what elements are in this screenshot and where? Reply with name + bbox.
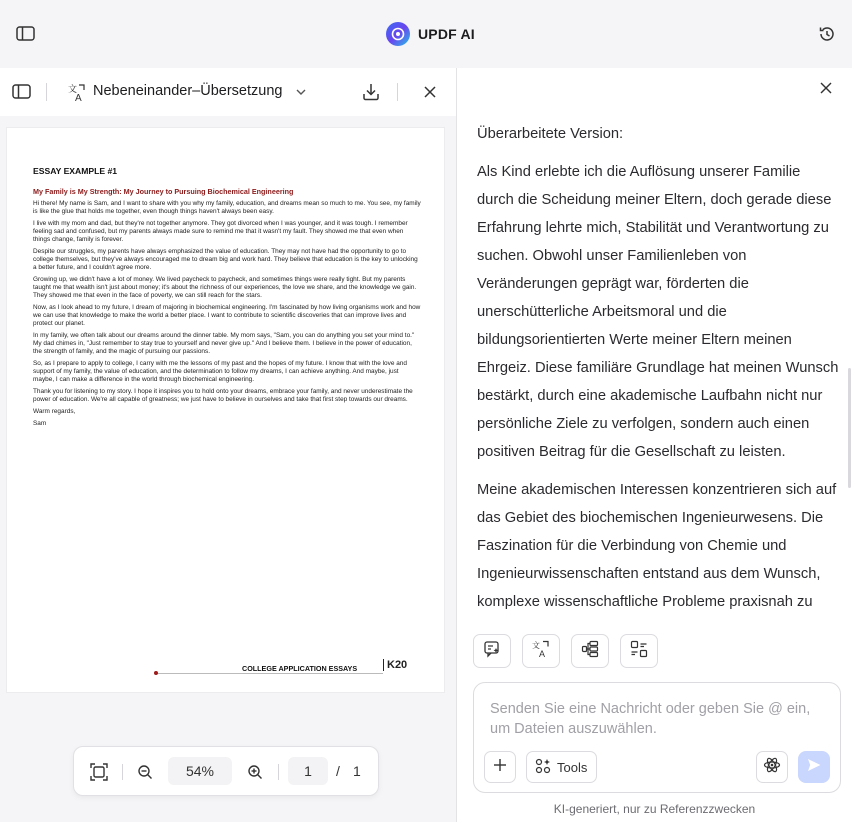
footer-dot (154, 671, 158, 675)
ai-chat-pane (457, 68, 852, 822)
translate-icon (532, 640, 550, 663)
chat-paragraph: Meine akademischen Interessen konzentrieren sich auf das Gebiet des biochemischen Ingenieurwesens. Die Faszination für die Verbindung von Chemie und Ingenieurwissenschaften entstand aus dem Wunsch, komplexe wissenschaftliche Probleme praxisnah zu (477, 482, 837, 610)
send-icon (806, 757, 822, 778)
essay-footer (155, 660, 413, 678)
toolbar-divider (46, 83, 47, 101)
summary-button[interactable] (620, 634, 658, 668)
zoom-out-icon[interactable] (137, 764, 153, 780)
essay-paragraph: In my family, we often talk about our dreams around the dinner table. My mom says, "Sam, you can do anything you set your mind to." My dad chimes in, "Just remember to stay true to yourself and never give up." And I believe them. I believe in the power of education, the strength of family, and the magic of pursuing our passions. (33, 332, 415, 355)
chat-actions (473, 634, 658, 668)
zoom-divider (122, 764, 123, 780)
essay-closing: Warm regards, (33, 408, 76, 415)
send-button[interactable] (798, 751, 830, 783)
translate-button[interactable] (522, 634, 560, 668)
document-pane (0, 68, 456, 822)
essay-subheading: My Family is My Strength: My Journey to Pursuing Biochemical Engineering (33, 187, 294, 196)
svg-text:A: A (75, 93, 82, 103)
history-icon[interactable] (818, 25, 836, 43)
chevron-down-icon[interactable] (295, 87, 307, 97)
essay-paragraph: Despite our struggles, my parents have always emphasized the value of education. They may not have had the opportunity to go to college themselves, but they've always encouraged me to dream big and work hard. They believe that education is the key to unlocking a better future, and I couldn't agree more. (33, 248, 418, 271)
pdf-page (7, 128, 444, 692)
add-attachment-button[interactable] (484, 751, 516, 783)
zoom-in-icon[interactable] (247, 764, 263, 780)
brand (386, 22, 475, 46)
page-separator: / (336, 763, 340, 779)
essay-paragraph: Now, as I look ahead to my future, I dream of majoring in biochemical engineering. I'm fascinated by how living organisms work and how we can use that knowledge to make the world a better place. I want to contribute to scientific discoveries that can improve lives and protect our planet. (33, 304, 421, 327)
total-pages: 1 (353, 763, 361, 779)
essay-paragraph: Hi there! My name is Sam, and I want to share with you why my family, education, and dreams mean so much to me. You see, my family is like the glue that holds me together, even though things haven't always been easy. (33, 200, 421, 215)
essay-paragraph: Growing up, we didn't have a lot of money. We lived paycheck to paycheck, and sometimes things were really tight. But my parents taught me that wealth isn't just about money; it's about the richness of our experiences, the love we share, and the knowledge we gain. They showed me that even in the face of poverty, we can still reach for the stars. (33, 276, 417, 299)
tools-label: Tools (557, 759, 588, 775)
atom-icon (763, 756, 781, 779)
ai-disclaimer: KI-generiert, nur zu Referenzzwecken (553, 802, 756, 816)
plus-icon (493, 758, 507, 777)
essay-heading: ESSAY EXAMPLE #1 (33, 166, 118, 176)
scrollbar-thumb[interactable] (848, 368, 851, 488)
svg-text:文: 文 (68, 84, 78, 94)
close-icon[interactable] (819, 81, 833, 95)
translation-mode-label[interactable]: Nebeneinander–Übersetzung (93, 83, 283, 99)
app-title: UPDF AI (418, 26, 475, 42)
download-icon[interactable] (362, 82, 380, 102)
summary-icon (630, 640, 648, 663)
zoom-divider (278, 764, 279, 780)
svg-text:A: A (539, 648, 546, 658)
message-input[interactable] (490, 699, 820, 743)
translate-icon (67, 83, 87, 103)
model-select-button[interactable] (756, 751, 788, 783)
chat-paragraph: Als Kind erlebte ich die Auflösung unserer Familie durch die Scheidung meiner Eltern, doch gerade diese Erfahrung lehrte mich, Stabilität und Verantwortung zu suchen. Obwohl unser Familienleben von Veränderungen geprägt war, förderten die unerschütterliche Arbeitsmoral und die bildungsorientierten Werte meiner Eltern meinen Ehrgeiz. Diese familiäre Grundlage hat meinen Wunsch bestärkt, durch eine akademische Laufbahn nicht nur persönliche Ziele zu verfolgen, sondern auch einen positiven Beitrag für die Gesellschaft zu leisten. (477, 164, 839, 460)
essay-paragraph: I live with my mom and dad, but they're not together anymore. They got divorced when I was younger, and it was tough. I remember feeling sad and confused, but my parents always made sure to remind me that it wasn't my fault. They showed me that even when things change, family is forever. (33, 220, 408, 243)
zoom-toolbar (73, 746, 379, 796)
tools-button[interactable] (526, 751, 597, 783)
footer-text: COLLEGE APPLICATION ESSAYS (242, 664, 358, 673)
page-number-input[interactable]: 1 (288, 757, 328, 785)
message-composer (473, 682, 841, 793)
zoom-level[interactable]: 54% (168, 757, 232, 785)
svg-text:文: 文 (532, 640, 540, 650)
fit-page-icon[interactable] (90, 763, 108, 781)
mindmap-button[interactable] (571, 634, 609, 668)
document-toolbar (0, 68, 456, 116)
footer-logo: K20 (383, 659, 407, 671)
toolbar-divider (397, 83, 398, 101)
sidebar-toggle-icon[interactable] (16, 25, 36, 43)
essay-paragraph: So, as I prepare to apply to college, I carry with me the lessons of my past and the hopes of my future. I know that with the love and support of my family, the value of education, and the determination to follow my dreams, I can achieve anything. And maybe, just maybe, I can make a difference in the world through biochemical engineering. (33, 360, 407, 383)
essay-content (33, 166, 421, 432)
ai-chat-icon (483, 640, 501, 663)
updf-ai-logo-icon (386, 22, 410, 46)
panel-icon[interactable] (12, 83, 32, 101)
ai-chat-button[interactable] (473, 634, 511, 668)
title-bar (0, 0, 852, 68)
essay-paragraph: Thank you for listening to my story. I hope it inspires you to hold onto your dreams, embrace your family, and never underestimate the power of education. We're all capable of greatness; we just have to believe in ourselves and take that first step towards our dreams. (33, 388, 413, 403)
mindmap-icon (581, 640, 599, 663)
chat-response (477, 120, 839, 610)
tools-icon (535, 758, 551, 777)
essay-signature: Sam (33, 420, 47, 427)
chat-paragraph: Überarbeitete Version: (477, 126, 624, 142)
close-icon[interactable] (422, 84, 438, 100)
footer-rule (155, 673, 383, 674)
